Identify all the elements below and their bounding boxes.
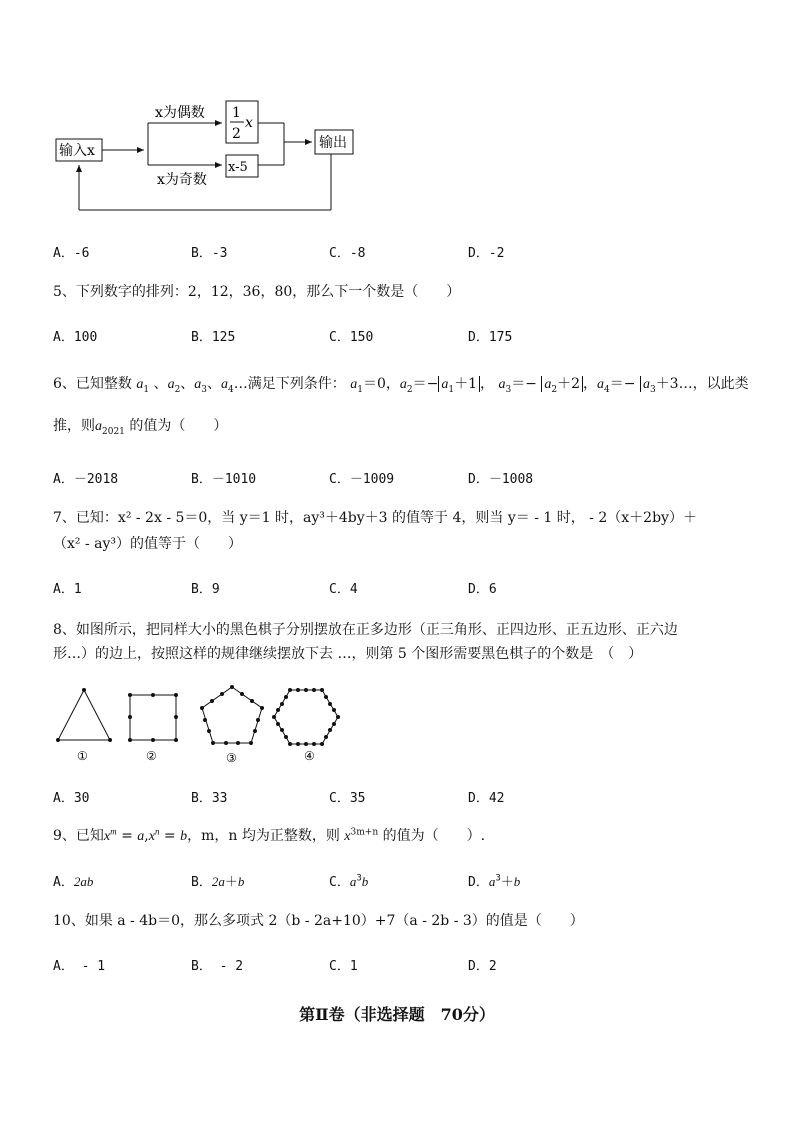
half-num: 1: [232, 105, 241, 121]
q9-option-b-letter: B．: [191, 875, 212, 890]
q6-terms: $a_1$ 、$a_2$、$a_3$、$a_4$: [136, 376, 234, 395]
square-shape: [130, 695, 176, 740]
q4-option-d[interactable]: D．-2: [468, 246, 505, 261]
q10-option-b[interactable]: B． - 2: [191, 959, 244, 974]
q7-option-b[interactable]: B．9: [191, 582, 220, 597]
minus-op-label: x-5: [228, 160, 248, 175]
half-den: 2: [232, 126, 241, 142]
q7-option-c[interactable]: C．4: [329, 582, 358, 597]
q9-option-d-letter: D．: [468, 875, 489, 890]
hexagon-shape: [274, 690, 338, 744]
section-title: 第Ⅱ卷（非选择题 70分）: [299, 1005, 495, 1024]
q9-option-c[interactable]: C．$a^3b$: [329, 873, 369, 890]
q5-option-b[interactable]: B．125: [191, 330, 236, 345]
triangle-dots: [56, 688, 112, 742]
q8-line1: 8、如图所示，把同样大小的黑色棋子分别摆放在正多边形（正三角形、正四边形、正五边形、正六边: [53, 622, 678, 638]
q7-option-d[interactable]: D．6: [468, 582, 497, 597]
q7-line2: （x² - ay³）的值等于（ ）: [53, 536, 243, 552]
q6-line2: [53, 416, 227, 437]
q7-option-a[interactable]: A．1: [53, 582, 82, 597]
q6-line2-a: 推，则: [53, 418, 95, 434]
q6-option-d[interactable]: D．－1008: [468, 472, 534, 487]
q9-tail: 的值为（ ）.: [382, 828, 486, 844]
q9-option-a-letter: A．: [53, 875, 74, 890]
q5-option-a[interactable]: A．100: [53, 330, 98, 345]
q7-condition: x² - 2x - 5＝0，当 y＝1 时，ay³＋4by＋3 的值等于 4，则当 y＝ - 1 时， - 2（x＋2by）＋: [117, 510, 697, 526]
q4-option-a[interactable]: A．-6: [53, 246, 90, 261]
q10-option-a[interactable]: A． - 1: [53, 959, 106, 974]
pentagon-shape: [202, 687, 262, 743]
q9-text: [53, 826, 485, 847]
flowchart-diagram: [50, 95, 370, 220]
q6-option-c[interactable]: C．－1009: [329, 472, 395, 487]
q9-option-b[interactable]: B．2a＋b: [191, 874, 245, 890]
square-dots: [128, 693, 178, 742]
triangle-shape: [58, 690, 110, 740]
q7-lead: 7、已知：: [53, 510, 118, 526]
polygon-figures: [50, 680, 350, 770]
q4-option-b[interactable]: B．-3: [191, 246, 228, 261]
q6-tail: …，以此类: [678, 376, 749, 392]
q9-expression: $x^{3m+n}$: [344, 827, 379, 844]
q4-option-c[interactable]: C．-8: [329, 246, 366, 261]
branch-even-label: x为偶数: [155, 105, 205, 121]
q5-option-d[interactable]: D．175: [468, 330, 513, 345]
q8-line2: 形…）的边上，按照这样的规律继续摆放下去 …，则第 5 个图形需要黑色棋子的个数是 （ ）: [53, 646, 643, 662]
branch-odd-label: x为奇数: [157, 172, 207, 188]
q8-option-c[interactable]: C．35: [329, 791, 366, 806]
pentagon-dots: [200, 685, 264, 745]
q9-option-d[interactable]: D．$a^3+b$: [468, 873, 521, 890]
q8-option-a[interactable]: A．30: [53, 791, 90, 806]
q6-target-term: $a_{2021}$: [95, 419, 125, 437]
q6-line2-b: 的值为（ ）: [129, 418, 228, 434]
q6-line1: [53, 374, 749, 395]
figure-label-3: ③: [226, 751, 237, 765]
q9-mid: ，m，n 均为正整数，则: [187, 828, 340, 844]
q6-option-b[interactable]: B．－1010: [191, 472, 257, 487]
input-label: 输入x: [59, 143, 95, 159]
figure-label-4: ④: [304, 749, 315, 763]
q9-option-c-letter: C．: [329, 875, 350, 890]
q9-option-a[interactable]: A．2ab: [53, 874, 94, 890]
figure-label-1: ①: [77, 749, 88, 763]
q10-option-c[interactable]: C．1: [329, 959, 358, 974]
q8-option-b[interactable]: B．33: [191, 791, 228, 806]
q10-option-d[interactable]: D．2: [468, 959, 497, 974]
output-label: 输出: [319, 135, 347, 151]
q9-given: $x^m = a,x^n = b$: [103, 826, 188, 844]
hexagon-dots: [272, 688, 340, 746]
q6-conditions: $a_1=0$，$a_2=- a_1+1$ ， $a_3=- a_2+2$ ，$a_4=- a_3+3$: [350, 376, 679, 395]
q5-option-c[interactable]: C．150: [329, 330, 374, 345]
q8-option-d[interactable]: D．42: [468, 791, 505, 806]
q6-lead: 6、已知整数: [53, 376, 132, 392]
q5-text: 5、下列数字的排列：2，12，36，80，那么下一个数是（ ）: [53, 284, 461, 300]
q7-line1: [53, 508, 697, 528]
q10-text: 10、如果 a - 4b＝0，那么多项式 2（b - 2a+10）+7（a - 2b - 3）的值是（ ）: [53, 913, 584, 929]
q6-mid: …满足下列条件：: [233, 376, 346, 392]
half-var: x: [245, 115, 253, 131]
figure-label-2: ②: [146, 749, 157, 763]
q9-lead: 9、已知: [53, 828, 104, 844]
q6-option-a[interactable]: A．－2018: [53, 472, 119, 487]
